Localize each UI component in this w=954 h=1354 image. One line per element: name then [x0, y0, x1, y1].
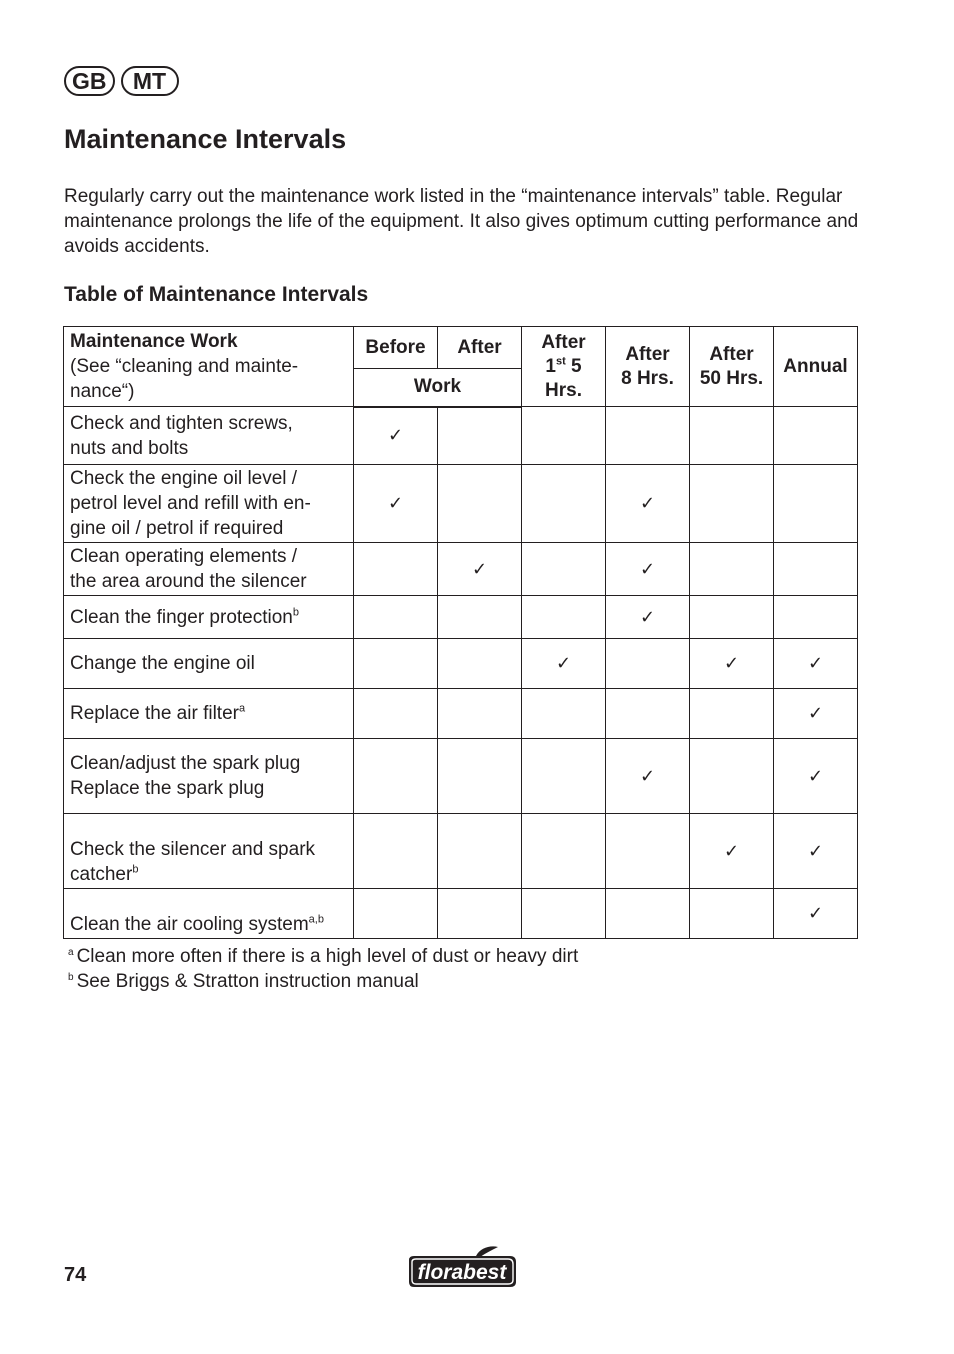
- logo-wordmark: florabest: [417, 1261, 507, 1284]
- check-cell: [606, 639, 690, 689]
- task-cell: [64, 596, 354, 639]
- task-line: Check the engine oil level /: [70, 468, 298, 489]
- check-cell: [354, 689, 438, 739]
- task-footnote-mark: a: [238, 702, 246, 715]
- header-work-subtitle-2: nance“): [70, 381, 135, 402]
- check-cell: [774, 814, 858, 889]
- check-cell: [774, 407, 858, 465]
- check-cell: [438, 465, 522, 543]
- check-cell: [438, 889, 522, 939]
- check-cell: [522, 889, 606, 939]
- header-work-title: Maintenance Work: [70, 331, 238, 352]
- check-cell: [354, 739, 438, 814]
- check-cell: [354, 596, 438, 639]
- check-icon: ✓: [387, 493, 404, 513]
- task-line: Clean operating elements /: [70, 546, 298, 567]
- check-cell: [606, 407, 690, 465]
- check-icon: ✓: [807, 840, 824, 861]
- table-row: [64, 814, 858, 889]
- task-line: Clean/adjust the spark plug: [70, 753, 301, 774]
- check-cell: [606, 465, 690, 543]
- maintenance-table: [63, 326, 858, 939]
- task-line: Clean the finger protection$^b$: [70, 606, 299, 628]
- task-footnote-mark: b: [132, 863, 139, 876]
- check-cell: [690, 465, 774, 543]
- check-icon: ✓: [471, 558, 488, 579]
- task-cell: [64, 689, 354, 739]
- task-line: catcher$^b$: [70, 863, 139, 885]
- check-cell: [354, 889, 438, 939]
- check-icon: ✓: [639, 493, 656, 513]
- header-after-first-5-hrs: [522, 327, 606, 407]
- check-cell: [522, 739, 606, 814]
- check-icon: ✓: [555, 653, 572, 673]
- header-after-8-hrs: [606, 327, 690, 407]
- check-cell: [606, 543, 690, 596]
- check-icon: ✓: [639, 765, 656, 786]
- check-cell: [522, 407, 606, 465]
- check-cell: [522, 814, 606, 889]
- check-cell: [606, 596, 690, 639]
- header-first5-line2: 1st 5: [545, 355, 582, 377]
- language-badge-gb: GB: [64, 66, 115, 96]
- language-badge-mt: MT: [121, 66, 179, 96]
- table-row: [64, 465, 858, 543]
- check-cell: [438, 407, 522, 465]
- task-line: petrol level and refill with en-: [70, 493, 311, 514]
- task-cell: [64, 639, 354, 689]
- task-cell: [64, 739, 354, 814]
- task-cell: [64, 465, 354, 543]
- table-row: [64, 689, 858, 739]
- check-cell: [690, 543, 774, 596]
- check-cell: [522, 543, 606, 596]
- task-line: Replace the air filter$^a$: [70, 702, 246, 724]
- check-cell: [606, 814, 690, 889]
- check-cell: [774, 639, 858, 689]
- check-cell: [690, 689, 774, 739]
- check-cell: [690, 407, 774, 465]
- header-after-50-hrs: [690, 327, 774, 407]
- table-row: [64, 543, 858, 596]
- check-icon: ✓: [639, 558, 656, 579]
- check-cell: [354, 814, 438, 889]
- header-work-subtitle-1: (See “cleaning and mainte-: [70, 356, 299, 377]
- check-cell: [522, 596, 606, 639]
- task-cell: [64, 889, 354, 939]
- check-cell: [690, 889, 774, 939]
- task-footnote-mark: a,b: [308, 913, 324, 926]
- header-annual: Annual: [774, 327, 858, 407]
- task-footnote-mark: b: [292, 606, 299, 619]
- check-cell: [606, 739, 690, 814]
- header-before: Before: [354, 327, 438, 369]
- check-cell: [522, 639, 606, 689]
- footnote-a: $^a$ Clean more often if there is a high level of dust or heavy dirt: [68, 946, 579, 967]
- check-cell: [774, 543, 858, 596]
- task-line: Replace the spark plug: [70, 778, 265, 799]
- florabest-logo: [406, 1244, 518, 1295]
- check-cell: [354, 407, 438, 465]
- page-title: Maintenance Intervals: [64, 124, 347, 154]
- check-cell: [774, 596, 858, 639]
- check-cell: [354, 465, 438, 543]
- check-cell: [606, 689, 690, 739]
- check-cell: [522, 689, 606, 739]
- intro-paragraph: Regularly carry out the maintenance work listed in the “maintenance intervals” table. Regular maintenance prolongs the life of the equipment. It also gives optimum cutting performance and avoids accidents.: [64, 186, 859, 257]
- task-line: nuts and bolts: [70, 437, 189, 459]
- check-icon: ✓: [807, 765, 824, 786]
- check-icon: ✓: [807, 653, 824, 673]
- check-icon: ✓: [723, 653, 740, 673]
- check-cell: [354, 543, 438, 596]
- table-row: [64, 639, 858, 689]
- check-cell: [690, 739, 774, 814]
- header-50hrs-line1: After: [709, 343, 754, 365]
- task-line: gine oil / petrol if required: [70, 518, 284, 539]
- header-8hrs-line1: After: [625, 343, 670, 365]
- language-badges: [64, 66, 179, 96]
- check-cell: [690, 596, 774, 639]
- task-line: Clean the air cooling system$^{a,b}$: [70, 913, 324, 935]
- check-icon: ✓: [723, 840, 740, 861]
- footnotes: [68, 944, 578, 994]
- task-line: Check the silencer and spark: [70, 839, 316, 860]
- maintenance-table-body: [64, 407, 858, 939]
- check-cell: [690, 639, 774, 689]
- header-first5-line3: Hrs.: [545, 379, 582, 401]
- check-cell: [438, 739, 522, 814]
- check-icon: ✓: [639, 606, 656, 627]
- check-cell: [354, 639, 438, 689]
- check-cell: [438, 639, 522, 689]
- check-cell: [438, 543, 522, 596]
- check-icon: ✓: [387, 425, 404, 446]
- table-row: [64, 596, 858, 639]
- header-first5-line1: After: [541, 331, 586, 353]
- check-icon: ✓: [807, 703, 824, 723]
- header-after: After: [438, 327, 522, 369]
- table-row: [64, 739, 858, 814]
- task-line: the area around the silencer: [70, 571, 307, 592]
- table-row: [64, 889, 858, 939]
- check-cell: [690, 814, 774, 889]
- header-work-group: Work: [354, 369, 522, 407]
- check-cell: [774, 689, 858, 739]
- header-50hrs-line2: 50 Hrs.: [699, 367, 764, 389]
- task-line: Change the engine oil: [70, 653, 255, 674]
- table-title: Table of Maintenance Intervals: [64, 283, 369, 306]
- task-cell: [64, 814, 354, 889]
- table-row: [64, 407, 858, 465]
- check-cell: [438, 596, 522, 639]
- check-cell: [774, 889, 858, 939]
- check-cell: [438, 814, 522, 889]
- header-8hrs-line2: 8 Hrs.: [621, 367, 674, 389]
- check-cell: [606, 889, 690, 939]
- check-cell: [522, 465, 606, 543]
- task-cell: [64, 543, 354, 596]
- header-maintenance-work: [64, 327, 354, 407]
- check-cell: [438, 689, 522, 739]
- check-cell: [774, 739, 858, 814]
- page-number: 74: [64, 1264, 87, 1286]
- check-icon: ✓: [807, 903, 824, 923]
- footnote-b: $^b$ See Briggs & Stratton instruction manual: [68, 971, 419, 992]
- task-line: Check and tighten screws,: [70, 412, 293, 434]
- task-cell: [64, 407, 354, 465]
- check-cell: [774, 465, 858, 543]
